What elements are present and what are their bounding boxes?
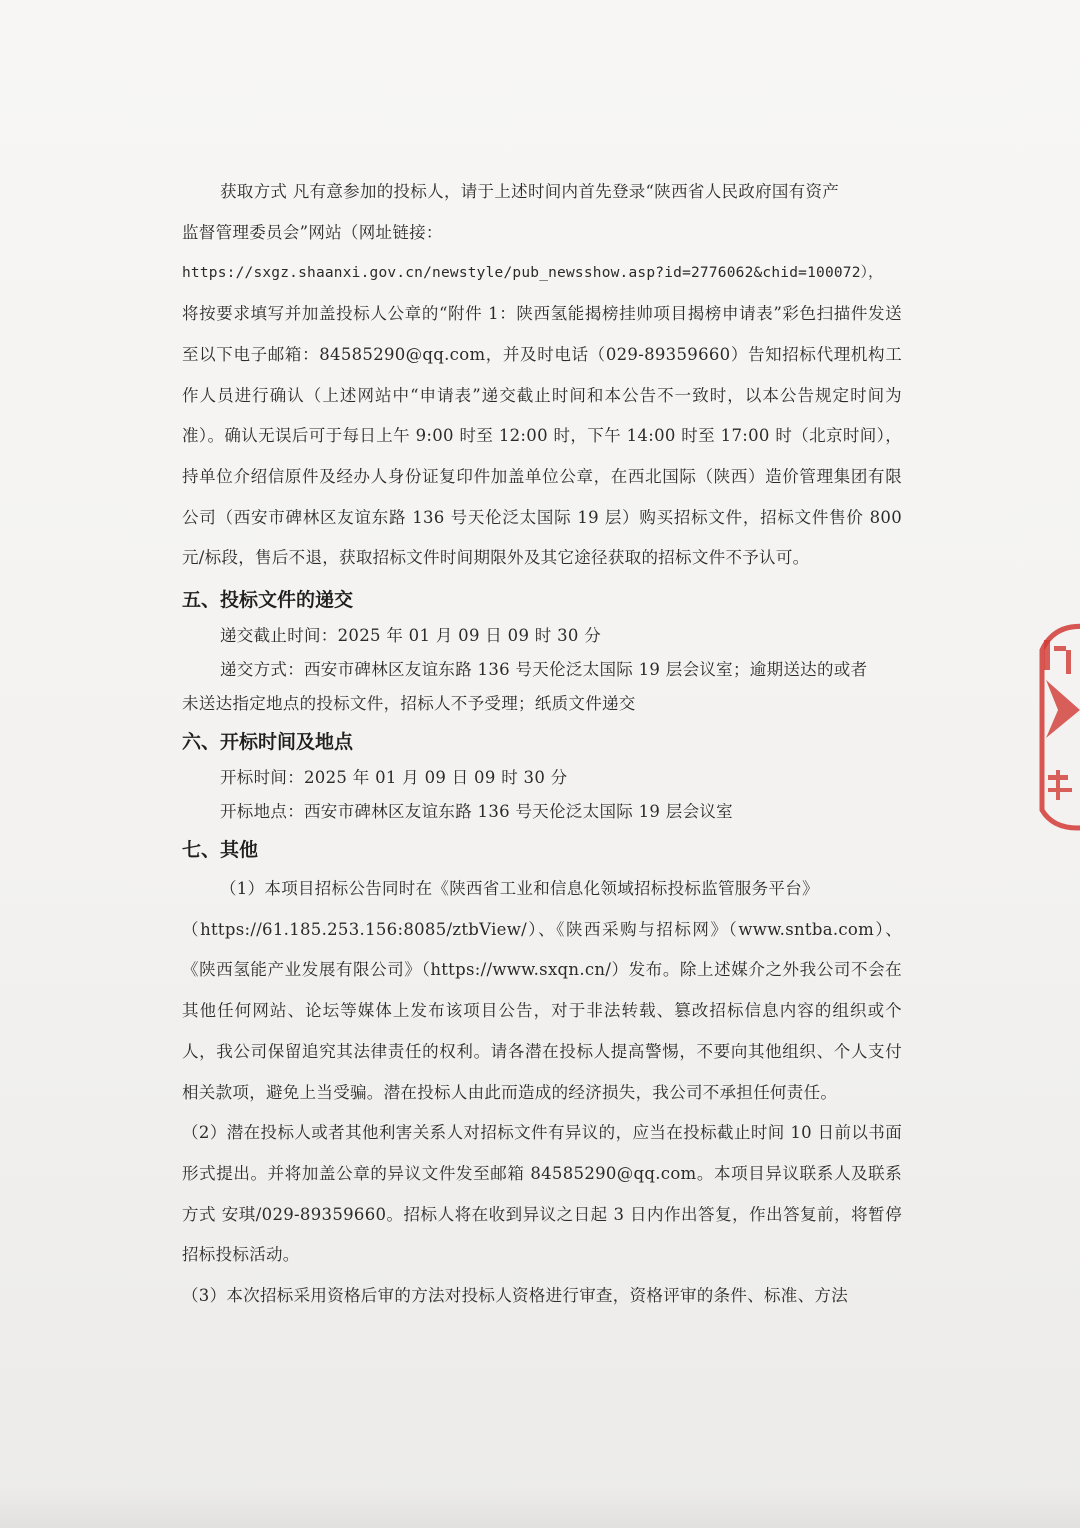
other-item3: （3）本次招标采用资格后审的方法对投标人资格进行审查，资格评审的条件、标准、方法: [182, 1286, 848, 1306]
other-item2: （2）潜在投标人或者其他利害关系人对招标文件有异议的，应当在投标截止时间 10 日前以书面形式提出。并将加盖公章的异议文件发至邮箱 84585290@qq.com。本项目异议联系人及联系方式 安琪/029-89359660。招标人将在收到异议之日起 3 日内作出答复，作出答复前，将暂停招标投标活动。: [182, 1123, 902, 1265]
submission-method-line2: 未送达指定地点的投标文件，招标人不予受理；纸质文件递交: [182, 694, 636, 714]
section6-heading: 六、开标时间及地点: [182, 731, 354, 754]
other-item1-rest: （https://61.185.253.156:8085/ztbView/）、《陕西采购与招标网》（www.sntba.com）、《陕西氢能产业发展有限公司》（https://www.sxqn.cn/）发布。除上述媒介之外我公司不会在其他任何网站、论坛等媒体上发布该项目公告，对于非法转载、篡改招标信息内容的组织或个人，我公司保留追究其法律责任的权利。请各潜在投标人提高警惕，不要向其他组织、个人支付相关款项，避免上当受骗。潜在投标人由此而造成的经济损失，我公司不承担任何责任。: [182, 919, 902, 1102]
section5-heading: 五、投标文件的递交: [182, 589, 354, 612]
acquisition-para-line1: 获取方式 凡有意参加的投标人，请于上述时间内首先登录“陕西省人民政府国有资产: [220, 182, 840, 201]
acquisition-para-rest: 将按要求填写并加盖投标人公章的“附件 1：陕西氢能揭榜挂帅项目揭榜申请表”彩色扫描件发送至以下电子邮箱：84585290@qq.com，并及时电话（029-89359660）告知招标代理机构工作人员进行确认（上述网站中“申请表”递交截止时间和本公告不一致时，以本公告规定时间为准）。确认无误后可于每日上午 9:00 时至 12:00 时，下午 14:00 时至 17:00 时（北京时间），持单位介绍信原件及经办人身份证复印件加盖单位公章，在西北国际（陕西）造价管理集团有限公司（西安市碑林区友谊东路 136 号天伦泛太国际 19 层）购买招标文件，招标文件售价 800 元/标段，售后不退，获取招标文件时间期限外及其它途径获取的招标文件不予认可。: [182, 304, 902, 568]
submission-deadline: 递交截止时间：2025 年 01 月 09 日 09 时 30 分: [220, 626, 602, 646]
acquisition-url: https://sxgz.shaanxi.gov.cn/newstyle/pub_newsshow.asp?id=2776062&chid=100072），: [182, 265, 883, 282]
opening-place: 开标地点：西安市碑林区友谊东路 136 号天伦泛太国际 19 层会议室: [220, 802, 733, 822]
seal-stamp-partial: [1036, 610, 1080, 840]
document-body: [182, 172, 902, 1317]
submission-method-line1: 递交方式：西安市碑林区友谊东路 136 号天伦泛太国际 19 层会议室；逾期送达的或者: [220, 660, 868, 680]
other-item1-line1: （1）本项目招标公告同时在《陕西省工业和信息化领域招标投标监管服务平台》: [220, 879, 819, 899]
opening-time: 开标时间：2025 年 01 月 09 日 09 时 30 分: [220, 768, 568, 788]
acquisition-para-line2: 监督管理委员会”网站（网址链接：: [182, 222, 443, 242]
section7-heading: 七、其他: [182, 839, 259, 862]
scan-shadow: [0, 1488, 1080, 1528]
